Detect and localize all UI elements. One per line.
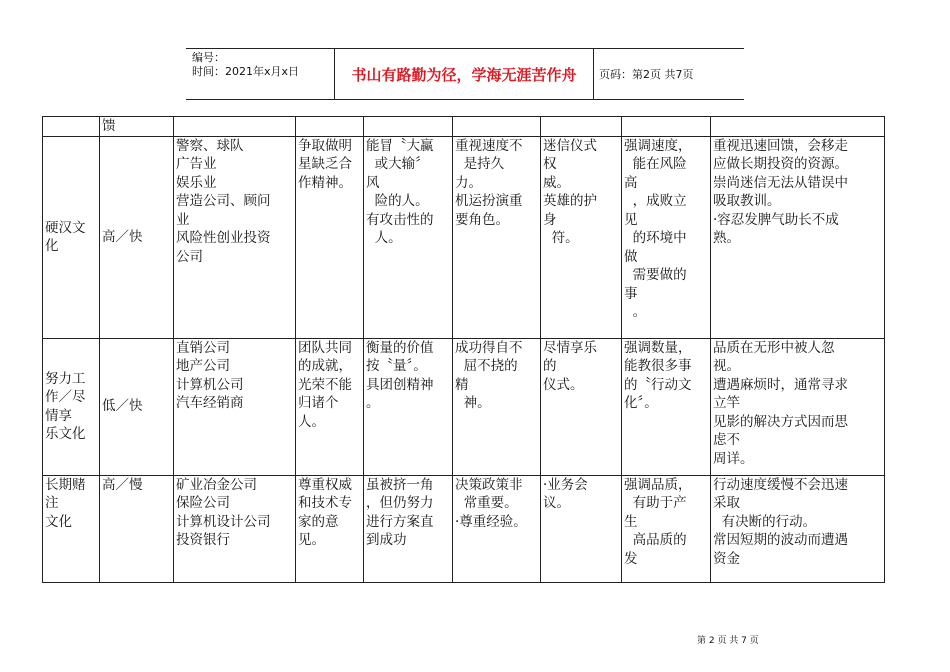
risk-speed-cell: 低／快 (100, 338, 174, 475)
weaknesses-cell: 重视迅速回馈，会移走 应做长期投资的资源。 崇尚迷信无法从错误中 吸取教训。 ·容忍发脾气助长不成 熟。 (711, 136, 885, 338)
table-cell (364, 117, 453, 137)
industries-cell: 警察、球队 广告业 娱乐业 营造公司、顾问 业 风险性创业投资 公司 (174, 136, 296, 338)
culture-name-cell: 长期赌 注 文化 (43, 475, 100, 582)
strengths-cell: 强调品质， 有助于产 生 高品质的 发 (622, 475, 711, 582)
header-divider (593, 49, 594, 99)
number-label: 编号： (192, 51, 225, 64)
time-label: 时间：2021年x月x日 (192, 65, 300, 78)
table-row (43, 136, 885, 338)
heroes-cell: 能冒〝大赢 或大输〞 风 险的人。 有攻击性的 人。 (364, 136, 453, 338)
table-cell: 馈 (100, 117, 174, 137)
ceremony-cell: 尽情享乐 的 仪式。 (541, 338, 622, 475)
rites-cell: 决策政策非 常重要。 ·尊重经验。 (453, 475, 541, 582)
table-cell (711, 117, 885, 137)
risk-speed-cell: 高／慢 (100, 475, 174, 582)
culture-table (42, 116, 885, 583)
heroes-cell: 虽被挤一角 ，但仍努力 进行方案直 到成功 (364, 475, 453, 582)
values-cell: 尊重权威 和技术专 家的意 见。 (296, 475, 364, 582)
values-cell: 团队共同 的成就， 光荣不能 归诸个 人。 (296, 338, 364, 475)
rites-cell: 成功得自不 屈不挠的 精 神。 (453, 338, 541, 475)
table-cell (43, 117, 100, 137)
industries-cell: 矿业冶金公司 保险公司 计算机设计公司 投资银行 (174, 475, 296, 582)
table-cell (296, 117, 364, 137)
table-row (43, 475, 885, 582)
table-cell (541, 117, 622, 137)
risk-speed-cell: 高／快 (100, 136, 174, 338)
weaknesses-cell: 行动速度缓慢不会迅速 采取 有决断的行动。 常因短期的波动而遭遇 资金 (711, 475, 885, 582)
weaknesses-cell: 品质在无形中被人忽 视。 遭遇麻烦时，通常寻求 立竿 见影的解决方式因而思 虑不 周详。 (711, 338, 885, 475)
header-motto: 书山有路勤为径，学海无涯苦作舟 (351, 65, 577, 84)
table-row (43, 338, 885, 475)
document-header (186, 48, 744, 100)
values-cell: 争取做明 星缺乏合 作精神。 (296, 136, 364, 338)
strengths-cell: 强调速度， 能在风险 高 ，成败立 见 的环境中 做 需要做的 事 。 (622, 136, 711, 338)
table-row (43, 117, 885, 137)
table-cell (453, 117, 541, 137)
page-info: 页码：第2页 共7页 (599, 68, 694, 81)
culture-name-cell: 努力工 作／尽 情享 乐文化 (43, 338, 100, 475)
ceremony-cell: ·业务会 议。 (541, 475, 622, 582)
header-meta (192, 51, 332, 79)
rites-cell: 重视速度不 是持久 力。 机运扮演重 要角色。 (453, 136, 541, 338)
culture-name-cell: 硬汉文 化 (43, 136, 100, 338)
industries-cell: 直销公司 地产公司 计算机公司 汽车经销商 (174, 338, 296, 475)
heroes-cell: 衡量的价值 按〝量〞。 具团创精神 。 (364, 338, 453, 475)
table-cell (622, 117, 711, 137)
page-footer: 第 2 页 共 7 页 (697, 636, 759, 646)
strengths-cell: 强调数量， 能教很多事 的〝行动文 化〞。 (622, 338, 711, 475)
ceremony-cell: 迷信仪式 权 威。 英雄的护 身 符。 (541, 136, 622, 338)
table-cell (174, 117, 296, 137)
